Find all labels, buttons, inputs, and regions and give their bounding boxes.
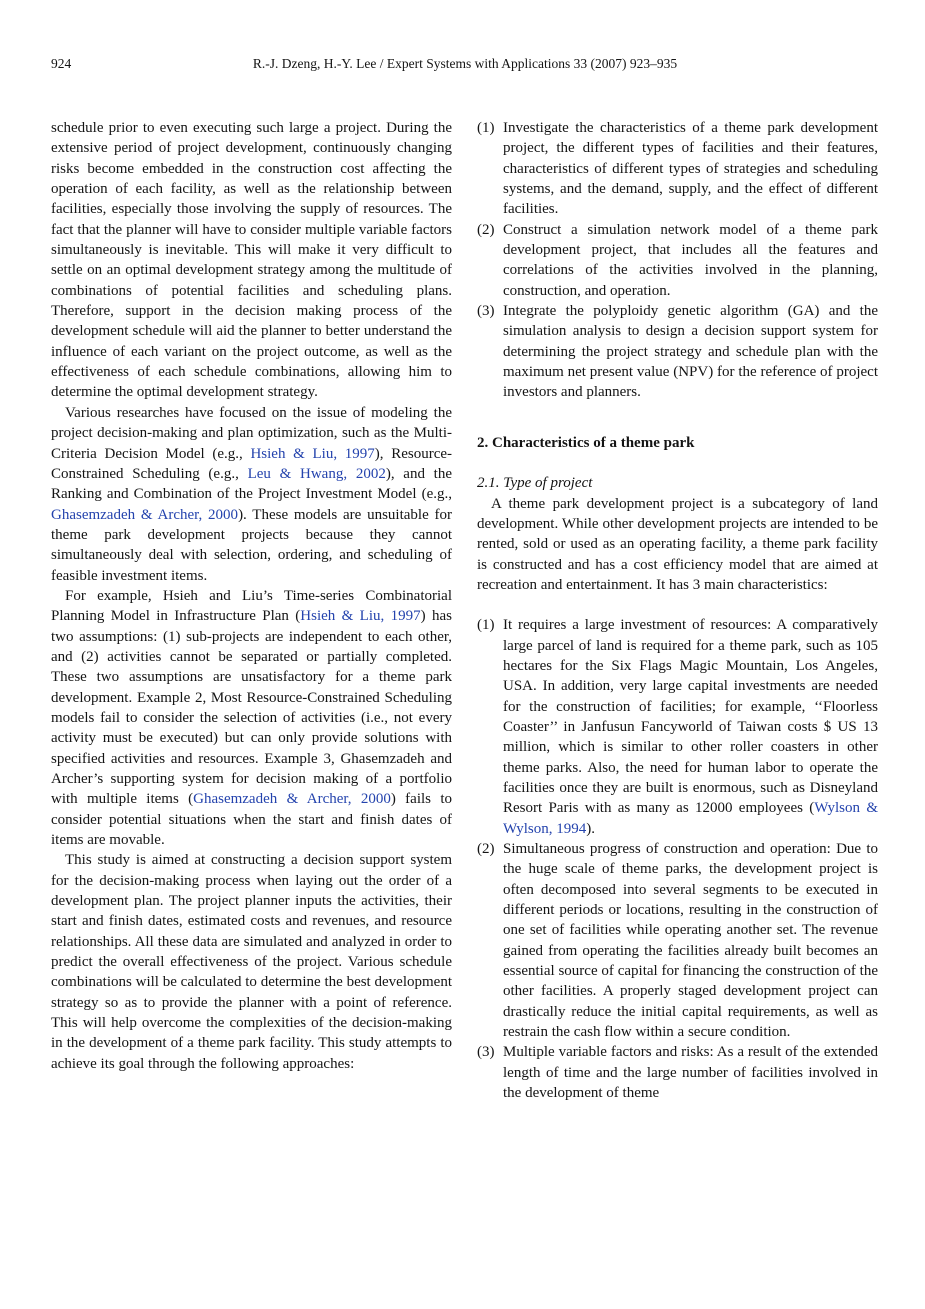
citation-link[interactable]: Ghasemzadeh & Archer, 2000 — [193, 791, 391, 808]
list-item — [477, 1042, 878, 1103]
list-item-number: (1) — [477, 617, 495, 634]
paragraph: This study is aimed at constructing a decision support system for the decision-making process when laying out the order of a development plan. The project planner inputs the activities, their start and finish dates, estimated costs and revenues, and resource relationships. All these data are simulated and analyzed in order to predict the overall effectiveness of the project. Various schedule combinations will be calculated to determine the best development strategy so as to provide the planner with a point of reference. This will help overcome the complexities of the decision-making in the development of a theme park facility. This study attempts to achieve its goal through the following approaches: — [51, 852, 452, 1072]
page-number: 924 — [51, 56, 72, 71]
two-column-body — [51, 118, 879, 1103]
list-item-text: Integrate the polyploidy genetic algorithm (GA) and the simulation analysis to design a decision support system for determining the project strategy and schedule plan with the maximum net present value (NPV) for the reference of project investors and planners. — [503, 303, 878, 401]
list-item — [477, 118, 878, 220]
list-item-number: (2) — [477, 221, 495, 238]
page-header — [51, 56, 879, 73]
citation-link[interactable]: Wylson & Wylson, 1994 — [503, 800, 878, 837]
paragraph: schedule prior to even executing such large a project. During the extensive period of project development, continuously changing risks become embedded in the construction cost affecting the operation of each facility, as well as the relationship between facilities, especially those involving the supply of resources. The fact that the planner will have to consider multiple variable factors simultaneously is inevitable. This will make it very difficult to settle on an optimal development strategy among the multitude of combinations of potential facilities and scheduling plans. Therefore, support in the decision making process of the development schedule will aid the planner to better understand the influence of each variant on the project outcome, as well as the effectiveness of each schedule combinations, allowing him to determine the optimal development strategy. — [51, 120, 452, 401]
subsection-heading: 2.1. Type of project — [477, 475, 593, 492]
right-column — [477, 118, 878, 1103]
paragraph — [51, 586, 452, 850]
citation-link[interactable]: Hsieh & Liu, 1997 — [300, 608, 421, 625]
section-heading: 2. Characteristics of a theme park — [477, 434, 695, 451]
paragraph: A theme park development project is a subcategory of land development. While other development projects are intended to be rented, sold or used as an operating facility, a theme park facility is constructed and has a cost efficiency model that are aimed at recreation and entertainment. It has 3 main characteristics: — [477, 495, 878, 593]
paragraph-text: Various researches have focused on the issue of modeling the project decision-making and plan optimization, such as the Multi-Criteria Decision Model (e.g., — [51, 404, 452, 462]
paragraph-text: ), and the Ranking and Combination of the Project Investment Model (e.g., — [51, 465, 453, 503]
citation-link[interactable]: Ghasemzadeh & Archer, 2000 — [51, 506, 239, 523]
paragraph-text: ). These models are unsuitable for theme park development projects because they cannot simultaneously deal with selection, ordering, and scheduling of feasible investment items. — [51, 506, 452, 584]
citation-link[interactable]: Hsieh & Liu, 1997 — [250, 445, 375, 462]
list-item-text: Multiple variable factors and risks: As a result of the extended length of time and the large number of facilities involved in the development of theme — [503, 1044, 878, 1102]
list-item-text: Investigate the characteristics of a theme park development project, the different types of facilities and their features, characteristics of different types of strategies and scheduling systems, and the demand, supply, and the effect of different facilities. — [503, 120, 878, 218]
list-item-text: It requires a large investment of resources: A comparatively large parcel of land is required for a theme park, such as 105 hectares for the Six Flags Magic Mountain, Los Angeles, USA. In addition, very large capital investments are needed for the construction of facilities; for example, ‘‘Floorless Coaster’’ in Janfusun Fancyworld of Taiwan costs $ US 13 million, which is similar to other roller coasters in other theme parks. Also, the need for human labor to operate the facilities once they are built is enormous, such as Disneyland Resort Paris with as many as 12000 employees ( — [503, 617, 878, 817]
list-item-text: Construct a simulation network model of a theme park development project, that includes all the features and correlations of the activities involved in the planning, construction, and operation. — [503, 221, 878, 299]
list-item — [477, 220, 878, 301]
list-item-text: Simultaneous progress of construction and operation: Due to the huge scale of theme parks, the development project is often decomposed into several segments to be executed in different periods or locations, resulting in the construction of one set of facilities while operating another set. The revenue gained from operating the facilities already built becomes an essential source of capital for financing the construction of the other facilities. A properly staged development project can drastically reduce the initial capital requirements, as well as restrain the cash flow within a secure condition. — [503, 841, 878, 1041]
running-title: R.-J. Dzeng, H.-Y. Lee / Expert Systems with Applications 33 (2007) 923–935 — [252, 56, 678, 71]
paragraph-text: ) fails to consider potential situations when the start and finish dates of items are movable. — [51, 791, 452, 849]
list-item-number: (3) — [477, 1044, 495, 1061]
list-item-text: ). — [586, 820, 596, 837]
list-item-number: (1) — [477, 120, 495, 136]
list-item-number: (3) — [477, 303, 495, 320]
list-item-number: (2) — [477, 841, 495, 857]
paragraph-text: ), Resource-Constrained Scheduling (e.g., — [51, 445, 453, 482]
characteristics-list — [477, 615, 878, 1103]
paragraph — [51, 403, 452, 586]
list-item — [477, 839, 878, 1042]
paragraph-text: For example, Hsieh and Liu’s Time-series Combinatorial Planning Model in Infrastructure Plan ( — [51, 587, 452, 625]
list-item — [477, 301, 878, 403]
citation-link[interactable]: Leu & Hwang, 2002 — [247, 465, 386, 482]
left-column — [51, 118, 452, 1103]
paragraph-text: ) has two assumptions: (1) sub-projects are independent to each other, and (2) activities cannot be separated or partially completed. These two assumptions are unsatisfactory for a theme park development. Example 2, Most Resource-Constrained Scheduling models fail to consider the selection of activities (i.e., not every activity must be executed) but can only provide solutions with specified activities and resources. Example 3, Ghasemzadeh and Archer’s supporting system for decision making of a portfolio with multiple items ( — [51, 608, 452, 808]
list-item — [477, 615, 878, 839]
